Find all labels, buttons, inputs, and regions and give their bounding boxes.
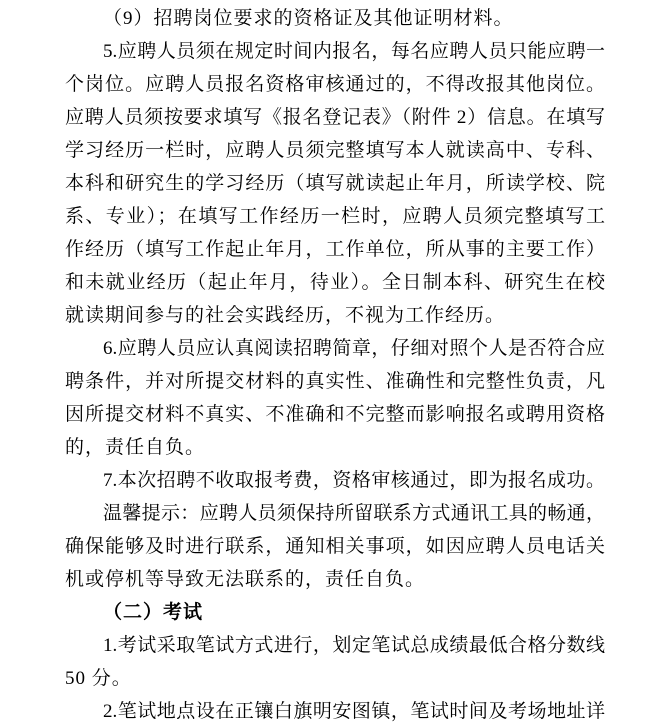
doc-line: 1.考试采取笔试方式进行，划定笔试总成绩最低合格分数线 <box>103 635 605 656</box>
doc-line: （9）招聘岗位要求的资格证及其他证明材料。 <box>103 8 514 29</box>
doc-line: 应聘人员须按要求填写《报名登记表》（附件 2）信息。在填写 <box>65 107 605 128</box>
doc-line: 聘条件，并对所提交材料的真实性、准确性和完整性负责，凡 <box>65 371 605 392</box>
doc-line: 2.笔试地点设在正镶白旗明安图镇，笔试时间及考场地址详 <box>103 701 605 722</box>
doc-line: 7.本次招聘不收取报考费，资格审核通过，即为报名成功。 <box>103 470 605 491</box>
doc-line: 50 分。 <box>65 668 132 689</box>
doc-line: 就读期间参与的社会实践经历，不视为工作经历。 <box>65 305 506 326</box>
doc-line: 和未就业经历（起止年月，待业）。全日制本科、研究生在校 <box>65 272 605 293</box>
doc-line: 的，责任自负。 <box>65 437 206 458</box>
section-heading: （二）考试 <box>103 602 204 623</box>
doc-line: 机或停机等导致无法联系的，责任自负。 <box>65 569 426 590</box>
doc-line: 确保能够及时进行联系，通知相关事项，如因应聘人员电话关 <box>65 536 605 557</box>
doc-line: 学习经历一栏时，应聘人员须完整填写本人就读高中、专科、 <box>65 140 605 161</box>
doc-line: 系、专业）；在填写工作经历一栏时，应聘人员须完整填写工 <box>65 206 605 227</box>
doc-line: 因所提交材料不真实、不准确和不完整而影响报名或聘用资格 <box>65 404 605 425</box>
doc-line: 6.应聘人员应认真阅读招聘简章，仔细对照个人是否符合应 <box>103 338 605 359</box>
doc-line: 5.应聘人员须在规定时间内报名，每名应聘人员只能应聘一 <box>103 41 605 62</box>
doc-line: 作经历（填写工作起止年月，工作单位，所从事的主要工作） <box>65 239 605 260</box>
doc-line: 个岗位。应聘人员报名资格审核通过的，不得改报其他岗位。 <box>65 74 605 95</box>
doc-line: 温馨提示：应聘人员须保持所留联系方式通讯工具的畅通， <box>103 503 605 524</box>
doc-line: 本科和研究生的学习经历（填写就读起止年月，所读学校、院 <box>65 173 605 194</box>
